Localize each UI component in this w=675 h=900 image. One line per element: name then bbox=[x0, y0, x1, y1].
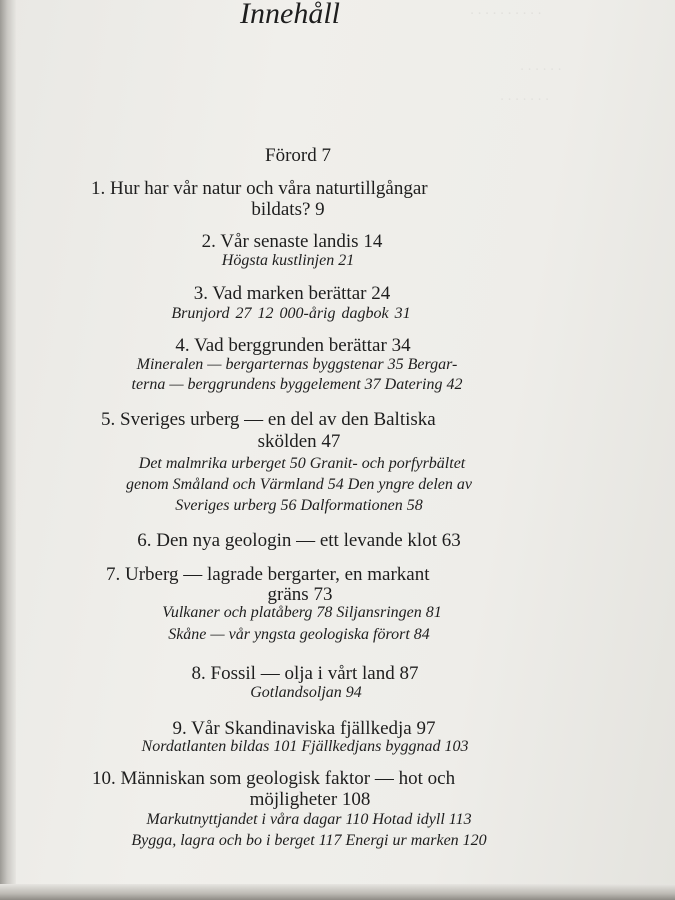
toc-chapter-5-line-2: skölden 47 bbox=[257, 431, 341, 452]
toc-chapter-10-line-1: 10. Människan som geologisk faktor — hot och bbox=[92, 768, 456, 789]
toc-foreword: Förord 7 bbox=[265, 145, 331, 166]
book-gutter bbox=[0, 0, 16, 900]
toc-chapter-7-sub-1: Vulkaner och platåberg 78 Siljansringen 81 bbox=[162, 604, 442, 621]
toc-chapter-10-sub-1: Markutnyttjandet i våra dagar 110 Hotad idyll 113 bbox=[146, 811, 472, 828]
toc-chapter-4-sub-1: Mineralen — bergarternas byggstenar 35 Bergar- bbox=[136, 356, 458, 373]
toc-chapter-5-sub-2: genom Småland och Värmland 54 Den yngre delen av bbox=[126, 476, 472, 493]
page-bottom-edge bbox=[0, 884, 675, 900]
toc-chapter-1-line-1: 1. Hur har vår natur och våra naturtillgångar bbox=[91, 178, 428, 199]
toc-chapter-9-sub-1: Nordatlanten bildas 101 Fjällkedjans byggnad 103 bbox=[141, 738, 469, 755]
toc-chapter-3-title: 3. Vad marken berättar 24 bbox=[193, 283, 391, 304]
toc-chapter-3-sub-1: Brunjord 27 12 000-årig dagbok 31 bbox=[171, 305, 411, 322]
toc-chapter-8-title: 8. Fossil — olja i vårt land 87 bbox=[191, 663, 419, 684]
page-title: Innehåll bbox=[240, 0, 340, 30]
toc-chapter-8-sub-1: Gotlandsoljan 94 bbox=[250, 684, 362, 701]
toc-chapter-9-title: 9. Vår Skandinaviska fjällkedja 97 bbox=[172, 718, 436, 739]
toc-chapter-2-sub-1: Högsta kustlinjen 21 bbox=[221, 252, 355, 269]
toc-chapter-2-title: 2. Vår senaste landis 14 bbox=[201, 231, 383, 252]
toc-chapter-5-line-1: 5. Sveriges urberg — en del av den Baltiska bbox=[101, 409, 436, 430]
toc-chapter-10-sub-2: Bygga, lagra och bo i berget 117 Energi ur marken 120 bbox=[131, 832, 487, 849]
toc-chapter-7-sub-2: Skåne — vår yngsta geologiska förort 84 bbox=[168, 626, 430, 643]
toc-chapter-7-line-1: 7. Urberg — lagrade bergarter, en markant bbox=[106, 564, 430, 585]
toc-chapter-4-sub-2: terna — berggrundens byggelement 37 Datering 42 bbox=[131, 376, 463, 393]
toc-chapter-10-line-2: möjligheter 108 bbox=[249, 789, 371, 810]
toc-chapter-7-line-2: gräns 73 bbox=[267, 584, 333, 605]
toc-chapter-4-title: 4. Vad berggrunden berättar 34 bbox=[175, 335, 411, 356]
toc-chapter-5-sub-1: Det malmrika urberget 50 Granit- och porfyrbältet bbox=[138, 455, 466, 472]
toc-chapter-6-title: 6. Den nya geologin — ett levande klot 63 bbox=[137, 530, 461, 551]
toc-chapter-1-line-2: bildats? 9 bbox=[251, 199, 325, 220]
toc-chapter-5-sub-3: Sveriges urberg 56 Dalformationen 58 bbox=[175, 497, 423, 514]
